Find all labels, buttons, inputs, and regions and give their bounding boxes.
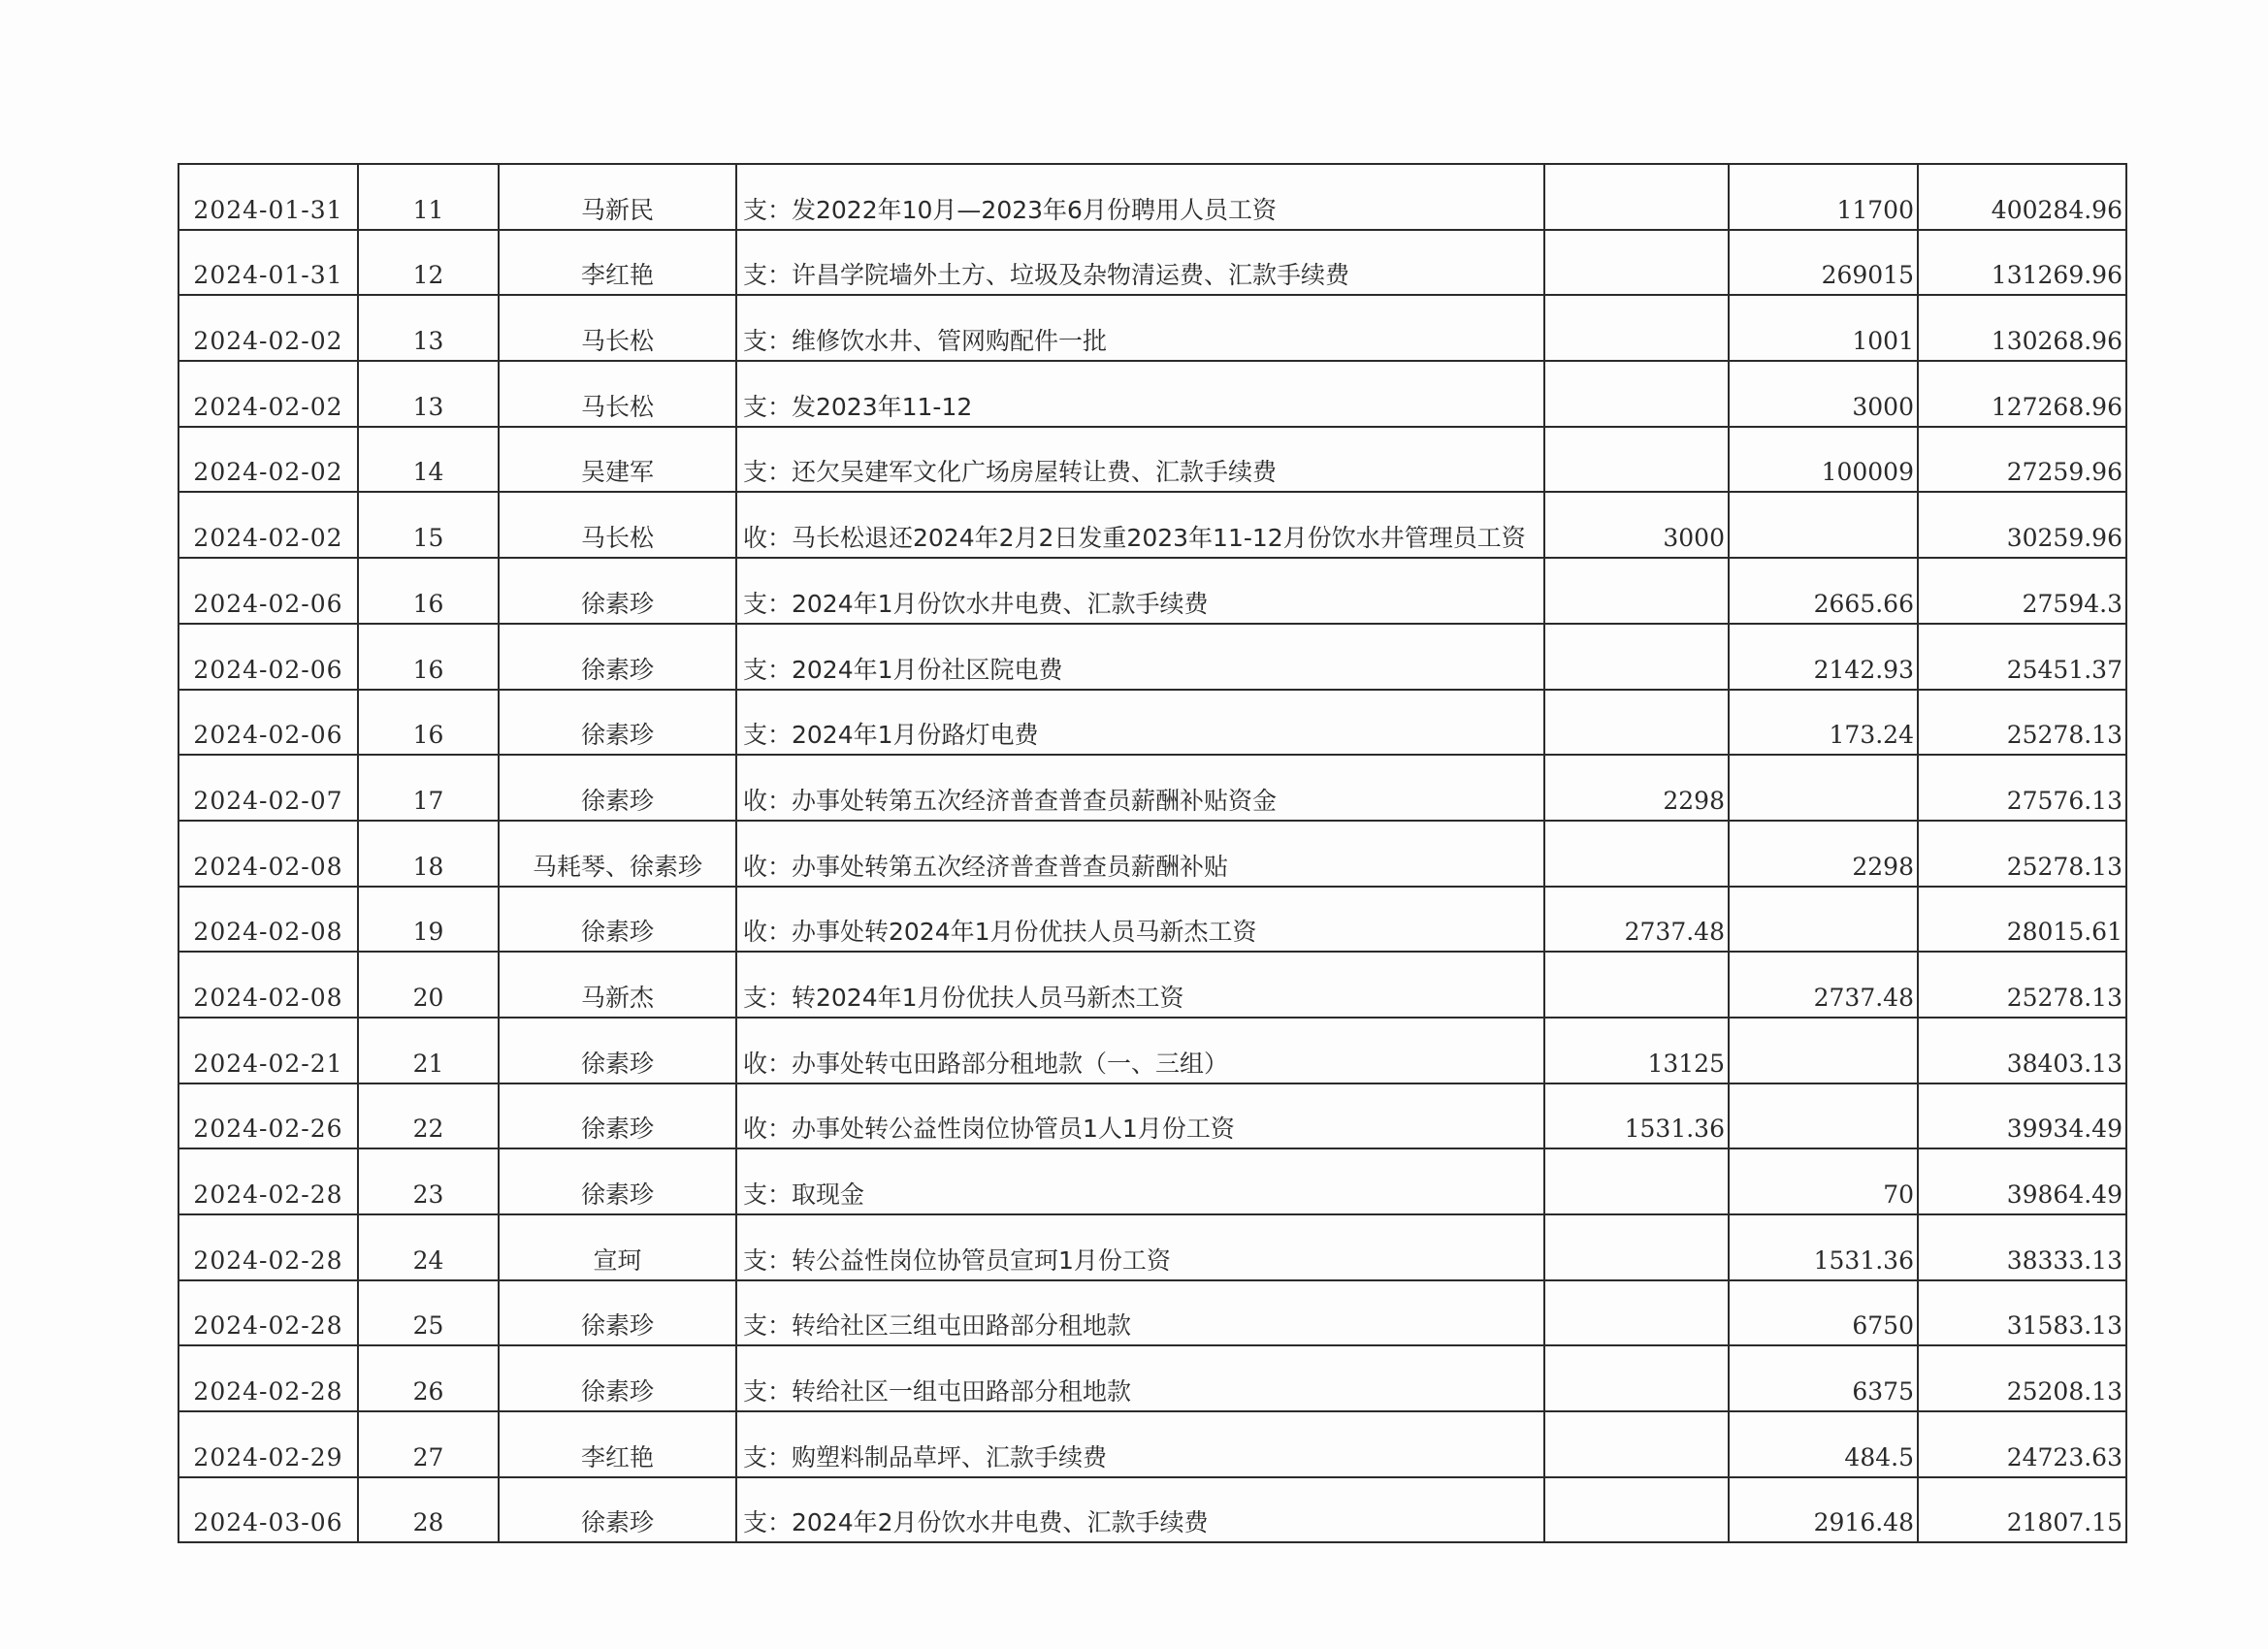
income-cell bbox=[1544, 1280, 1729, 1346]
expense-cell: 11700 bbox=[1729, 164, 1918, 230]
table-row bbox=[178, 492, 2126, 558]
date-cell: 2024-02-08 bbox=[178, 952, 358, 1018]
voucher-number-cell: 14 bbox=[358, 427, 499, 493]
table-row bbox=[178, 952, 2126, 1018]
expense-cell: 1531.36 bbox=[1729, 1214, 1918, 1280]
balance-cell: 25278.13 bbox=[1918, 952, 2126, 1018]
table-row bbox=[178, 1148, 2126, 1214]
income-cell bbox=[1544, 361, 1729, 427]
table-row bbox=[178, 887, 2126, 953]
table-row bbox=[178, 1411, 2126, 1477]
balance-cell: 131269.96 bbox=[1918, 230, 2126, 296]
handler-cell: 徐素珍 bbox=[499, 558, 736, 624]
table-row bbox=[178, 1477, 2126, 1543]
expense-cell: 2298 bbox=[1729, 821, 1918, 887]
income-cell bbox=[1544, 164, 1729, 230]
voucher-number-cell: 20 bbox=[358, 952, 499, 1018]
income-cell bbox=[1544, 624, 1729, 690]
ledger-rows bbox=[178, 164, 2126, 1542]
description-cell: 支：转2024年1月份优扶人员马新杰工资 bbox=[736, 952, 1544, 1018]
table-row bbox=[178, 427, 2126, 493]
description-cell: 收：办事处转屯田路部分租地款（一、三组） bbox=[736, 1018, 1544, 1083]
voucher-number-cell: 26 bbox=[358, 1345, 499, 1411]
date-cell: 2024-02-21 bbox=[178, 1018, 358, 1083]
expense-cell: 6750 bbox=[1729, 1280, 1918, 1346]
expense-cell: 2737.48 bbox=[1729, 952, 1918, 1018]
table-row bbox=[178, 230, 2126, 296]
description-cell: 支：2024年1月份社区院电费 bbox=[736, 624, 1544, 690]
balance-cell: 27576.13 bbox=[1918, 755, 2126, 821]
table-row bbox=[178, 295, 2126, 361]
balance-cell: 25451.37 bbox=[1918, 624, 2126, 690]
handler-cell: 徐素珍 bbox=[499, 1477, 736, 1543]
expense-cell: 2916.48 bbox=[1729, 1477, 1918, 1543]
income-cell: 2737.48 bbox=[1544, 887, 1729, 953]
expense-cell: 1001 bbox=[1729, 295, 1918, 361]
date-cell: 2024-03-06 bbox=[178, 1477, 358, 1543]
voucher-number-cell: 13 bbox=[358, 295, 499, 361]
table-row bbox=[178, 1280, 2126, 1346]
income-cell: 13125 bbox=[1544, 1018, 1729, 1083]
table-row bbox=[178, 1214, 2126, 1280]
date-cell: 2024-02-08 bbox=[178, 821, 358, 887]
balance-cell: 25278.13 bbox=[1918, 690, 2126, 756]
voucher-number-cell: 12 bbox=[358, 230, 499, 296]
handler-cell: 马新杰 bbox=[499, 952, 736, 1018]
expense-cell: 3000 bbox=[1729, 361, 1918, 427]
description-cell: 支：取现金 bbox=[736, 1148, 1544, 1214]
expense-cell: 269015 bbox=[1729, 230, 1918, 296]
balance-cell: 27594.3 bbox=[1918, 558, 2126, 624]
expense-cell: 100009 bbox=[1729, 427, 1918, 493]
date-cell: 2024-02-02 bbox=[178, 427, 358, 493]
expense-cell bbox=[1729, 755, 1918, 821]
voucher-number-cell: 22 bbox=[358, 1083, 499, 1149]
description-cell: 支：转给社区一组屯田路部分租地款 bbox=[736, 1345, 1544, 1411]
handler-cell: 徐素珍 bbox=[499, 887, 736, 953]
expense-cell bbox=[1729, 1083, 1918, 1149]
description-cell: 支：还欠吴建军文化广场房屋转让费、汇款手续费 bbox=[736, 427, 1544, 493]
balance-cell: 31583.13 bbox=[1918, 1280, 2126, 1346]
handler-cell: 马长松 bbox=[499, 361, 736, 427]
handler-cell: 宣珂 bbox=[499, 1214, 736, 1280]
date-cell: 2024-02-28 bbox=[178, 1148, 358, 1214]
balance-cell: 25278.13 bbox=[1918, 821, 2126, 887]
balance-cell: 27259.96 bbox=[1918, 427, 2126, 493]
table-row bbox=[178, 1083, 2126, 1149]
date-cell: 2024-02-28 bbox=[178, 1214, 358, 1280]
income-cell: 1531.36 bbox=[1544, 1083, 1729, 1149]
handler-cell: 马耗琴、徐素珍 bbox=[499, 821, 736, 887]
description-cell: 支：转公益性岗位协管员宣珂1月份工资 bbox=[736, 1214, 1544, 1280]
voucher-number-cell: 25 bbox=[358, 1280, 499, 1346]
expense-cell: 484.5 bbox=[1729, 1411, 1918, 1477]
balance-cell: 38403.13 bbox=[1918, 1018, 2126, 1083]
balance-cell: 400284.96 bbox=[1918, 164, 2126, 230]
description-cell: 收：办事处转2024年1月份优扶人员马新杰工资 bbox=[736, 887, 1544, 953]
description-cell: 收：办事处转第五次经济普查普查员薪酬补贴资金 bbox=[736, 755, 1544, 821]
handler-cell: 徐素珍 bbox=[499, 1280, 736, 1346]
description-cell: 支：2024年2月份饮水井电费、汇款手续费 bbox=[736, 1477, 1544, 1543]
income-cell bbox=[1544, 1214, 1729, 1280]
description-cell: 支：许昌学院墙外土方、垃圾及杂物清运费、汇款手续费 bbox=[736, 230, 1544, 296]
description-cell: 支：转给社区三组屯田路部分租地款 bbox=[736, 1280, 1544, 1346]
expense-cell: 70 bbox=[1729, 1148, 1918, 1214]
voucher-number-cell: 16 bbox=[358, 690, 499, 756]
handler-cell: 李红艳 bbox=[499, 1411, 736, 1477]
expense-cell: 2142.93 bbox=[1729, 624, 1918, 690]
voucher-number-cell: 19 bbox=[358, 887, 499, 953]
date-cell: 2024-02-29 bbox=[178, 1411, 358, 1477]
description-cell: 支：维修饮水井、管网购配件一批 bbox=[736, 295, 1544, 361]
balance-cell: 21807.15 bbox=[1918, 1477, 2126, 1543]
voucher-number-cell: 28 bbox=[358, 1477, 499, 1543]
income-cell bbox=[1544, 1148, 1729, 1214]
income-cell bbox=[1544, 952, 1729, 1018]
balance-cell: 28015.61 bbox=[1918, 887, 2126, 953]
handler-cell: 徐素珍 bbox=[499, 1345, 736, 1411]
date-cell: 2024-01-31 bbox=[178, 164, 358, 230]
description-cell: 收：办事处转公益性岗位协管员1人1月份工资 bbox=[736, 1083, 1544, 1149]
balance-cell: 127268.96 bbox=[1918, 361, 2126, 427]
income-cell bbox=[1544, 1345, 1729, 1411]
date-cell: 2024-02-02 bbox=[178, 361, 358, 427]
income-cell bbox=[1544, 295, 1729, 361]
voucher-number-cell: 17 bbox=[358, 755, 499, 821]
handler-cell: 徐素珍 bbox=[499, 1083, 736, 1149]
date-cell: 2024-01-31 bbox=[178, 230, 358, 296]
voucher-number-cell: 23 bbox=[358, 1148, 499, 1214]
handler-cell: 马新民 bbox=[499, 164, 736, 230]
date-cell: 2024-02-08 bbox=[178, 887, 358, 953]
handler-cell: 徐素珍 bbox=[499, 690, 736, 756]
table-row bbox=[178, 1345, 2126, 1411]
table-row bbox=[178, 624, 2126, 690]
balance-cell: 130268.96 bbox=[1918, 295, 2126, 361]
date-cell: 2024-02-06 bbox=[178, 624, 358, 690]
income-cell bbox=[1544, 1477, 1729, 1543]
expense-cell: 6375 bbox=[1729, 1345, 1918, 1411]
handler-cell: 吴建军 bbox=[499, 427, 736, 493]
description-cell: 支：发2023年11-12 bbox=[736, 361, 1544, 427]
handler-cell: 徐素珍 bbox=[499, 755, 736, 821]
date-cell: 2024-02-02 bbox=[178, 295, 358, 361]
balance-cell: 38333.13 bbox=[1918, 1214, 2126, 1280]
table-row bbox=[178, 755, 2126, 821]
balance-cell: 30259.96 bbox=[1918, 492, 2126, 558]
income-cell: 3000 bbox=[1544, 492, 1729, 558]
voucher-number-cell: 27 bbox=[358, 1411, 499, 1477]
voucher-number-cell: 16 bbox=[358, 558, 499, 624]
income-cell bbox=[1544, 427, 1729, 493]
handler-cell: 马长松 bbox=[499, 492, 736, 558]
income-cell bbox=[1544, 821, 1729, 887]
description-cell: 支：购塑料制品草坪、汇款手续费 bbox=[736, 1411, 1544, 1477]
description-cell: 支：发2022年10月—2023年6月份聘用人员工资 bbox=[736, 164, 1544, 230]
table-row bbox=[178, 690, 2126, 756]
income-cell bbox=[1544, 690, 1729, 756]
voucher-number-cell: 18 bbox=[358, 821, 499, 887]
balance-cell: 25208.13 bbox=[1918, 1345, 2126, 1411]
date-cell: 2024-02-02 bbox=[178, 492, 358, 558]
date-cell: 2024-02-06 bbox=[178, 558, 358, 624]
balance-cell: 39864.49 bbox=[1918, 1148, 2126, 1214]
expense-cell: 173.24 bbox=[1729, 690, 1918, 756]
voucher-number-cell: 21 bbox=[358, 1018, 499, 1083]
expense-cell bbox=[1729, 887, 1918, 953]
table-row bbox=[178, 821, 2126, 887]
income-cell: 2298 bbox=[1544, 755, 1729, 821]
income-cell bbox=[1544, 1411, 1729, 1477]
date-cell: 2024-02-26 bbox=[178, 1083, 358, 1149]
voucher-number-cell: 13 bbox=[358, 361, 499, 427]
date-cell: 2024-02-06 bbox=[178, 690, 358, 756]
balance-cell: 24723.63 bbox=[1918, 1411, 2126, 1477]
income-cell bbox=[1544, 558, 1729, 624]
expense-cell bbox=[1729, 492, 1918, 558]
table-row bbox=[178, 164, 2126, 230]
date-cell: 2024-02-28 bbox=[178, 1345, 358, 1411]
date-cell: 2024-02-07 bbox=[178, 755, 358, 821]
voucher-number-cell: 11 bbox=[358, 164, 499, 230]
handler-cell: 李红艳 bbox=[499, 230, 736, 296]
expense-cell bbox=[1729, 1018, 1918, 1083]
date-cell: 2024-02-28 bbox=[178, 1280, 358, 1346]
voucher-number-cell: 24 bbox=[358, 1214, 499, 1280]
expense-cell: 2665.66 bbox=[1729, 558, 1918, 624]
description-cell: 收：马长松退还2024年2月2日发重2023年11-12月份饮水井管理员工资 bbox=[736, 492, 1544, 558]
voucher-number-cell: 15 bbox=[358, 492, 499, 558]
table-row bbox=[178, 1018, 2126, 1083]
description-cell: 收：办事处转第五次经济普查普查员薪酬补贴 bbox=[736, 821, 1544, 887]
description-cell: 支：2024年1月份饮水井电费、汇款手续费 bbox=[736, 558, 1544, 624]
handler-cell: 徐素珍 bbox=[499, 1018, 736, 1083]
income-cell bbox=[1544, 230, 1729, 296]
table-row bbox=[178, 558, 2126, 624]
description-cell: 支：2024年1月份路灯电费 bbox=[736, 690, 1544, 756]
handler-cell: 马长松 bbox=[499, 295, 736, 361]
handler-cell: 徐素珍 bbox=[499, 1148, 736, 1214]
table-row bbox=[178, 361, 2126, 427]
ledger-table bbox=[178, 163, 2127, 1543]
handler-cell: 徐素珍 bbox=[499, 624, 736, 690]
voucher-number-cell: 16 bbox=[358, 624, 499, 690]
balance-cell: 39934.49 bbox=[1918, 1083, 2126, 1149]
